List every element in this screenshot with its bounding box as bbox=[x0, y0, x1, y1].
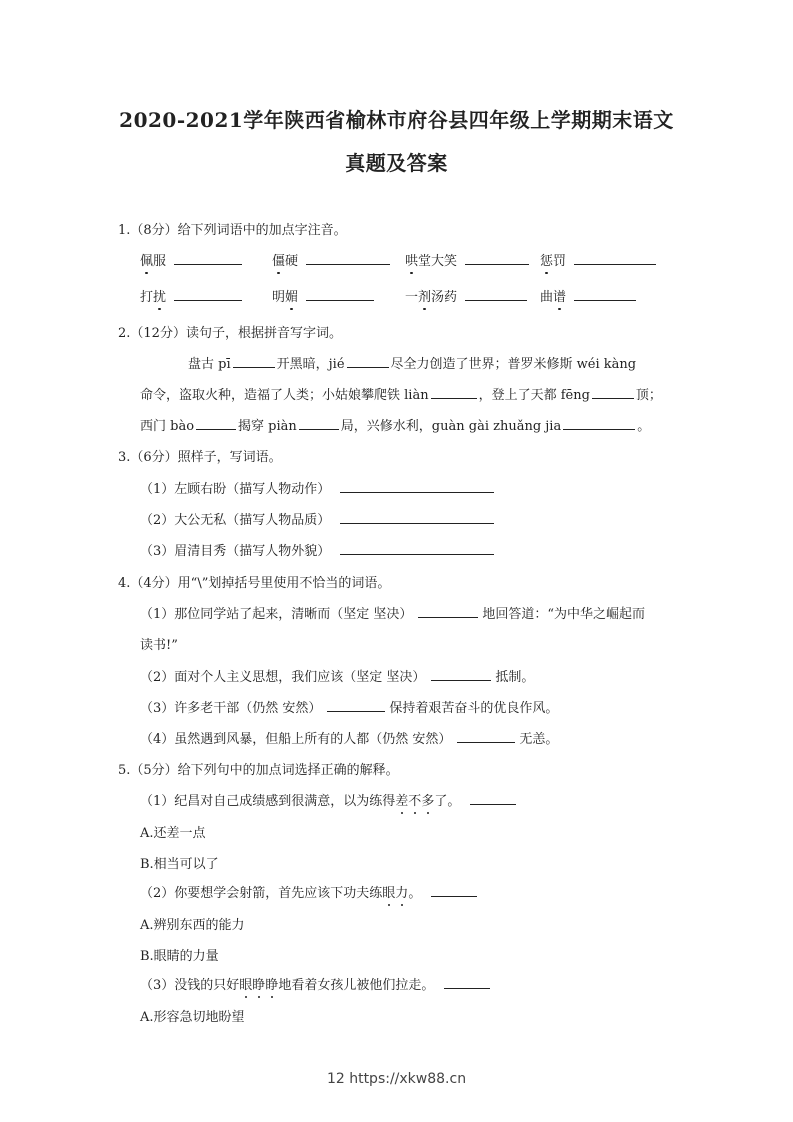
q1-word-8: 曲谱 bbox=[540, 286, 638, 305]
q1-stem: 1.（8分）给下列词语中的加点字注音。 bbox=[118, 223, 347, 238]
q5-s2-option-a: A.辨别东西的能力 bbox=[140, 918, 245, 933]
q2-line-2: 命令，盗取火种，造福了人类；小姑娘攀爬铁 liàn ，登上了天都 fēng 顶； bbox=[140, 384, 662, 403]
q4-stem: 4.（4分）用“\”划掉括号里使用不恰当的词语。 bbox=[118, 576, 391, 591]
q3-item-1: （1）左顾右盼（描写人物动作） bbox=[140, 478, 496, 497]
q5-stem: 5.（5分）给下列句中的加点词选择正确的解释。 bbox=[118, 763, 399, 778]
q3-item-3: （3）眉清目秀（描写人物外貌） bbox=[140, 540, 496, 559]
q1-word-3: 哄堂大笑 bbox=[405, 250, 531, 269]
q4-item-1-cont: 读书!” bbox=[140, 638, 178, 653]
q1-word-5: 打扰 bbox=[140, 286, 244, 305]
q4-item-2: （2）面对个人主义思想，我们应该（坚定 坚决） 抵制。 bbox=[140, 666, 534, 685]
q5-s1-option-b: B.相当可以了 bbox=[140, 857, 219, 872]
q5-sentence-2: （2）你要想学会射箭，首先应该下功夫练眼力。 bbox=[140, 882, 479, 901]
q1-word-1: 佩服 bbox=[140, 250, 244, 269]
q5-s3-option-a: A.形容急切地盼望 bbox=[140, 1010, 245, 1025]
q2-line-1: 盘古 pī 开黑暗，jié 尽全力创造了世界；普罗米修斯 wéi kàng bbox=[188, 353, 636, 372]
doc-title-line2: 真题及答案 bbox=[345, 151, 448, 175]
q5-sentence-1: （1）纪昌对自己成绩感到很满意，以为练得差不多了。 bbox=[140, 790, 518, 809]
q2-line-3: 西门 bào 揭穿 piàn 局，兴修水利，guàn gài zhuǎng jia 。 bbox=[140, 415, 650, 434]
q5-s1-option-a: A.还差一点 bbox=[140, 826, 206, 841]
q1-word-6: 明媚 bbox=[272, 286, 376, 305]
doc-title-line1: 2020-2021学年陕西省榆林市府谷县四年级上学期期末语文 bbox=[119, 108, 674, 132]
q5-sentence-3: （3）没钱的只好眼睁睁地看着女孩儿被他们拉走。 bbox=[140, 974, 492, 993]
q4-item-1: （1）那位同学站了起来，清晰而（坚定 坚决） 地回答道：“为中华之崛起而 bbox=[140, 603, 645, 622]
q1-word-7: 一剂汤药 bbox=[405, 286, 529, 305]
q1-word-4: 惩罚 bbox=[540, 250, 658, 269]
q3-stem: 3.（6分）照样子，写词语。 bbox=[118, 450, 282, 465]
q1-word-2: 僵硬 bbox=[272, 250, 392, 269]
q4-item-4: （4）虽然遇到风暴，但船上所有的人都（仍然 安然） 无恙。 bbox=[140, 728, 558, 747]
q3-item-2: （2）大公无私（描写人物品质） bbox=[140, 509, 496, 528]
q5-s2-option-b: B.眼睛的力量 bbox=[140, 949, 219, 964]
page-footer: 12 https://xkw88.cn bbox=[326, 1071, 467, 1087]
q4-item-3: （3）许多老干部（仍然 安然） 保持着艰苦奋斗的优良作风。 bbox=[140, 697, 558, 716]
q2-stem: 2.（12分）读句子，根据拼音写字词。 bbox=[118, 326, 342, 341]
